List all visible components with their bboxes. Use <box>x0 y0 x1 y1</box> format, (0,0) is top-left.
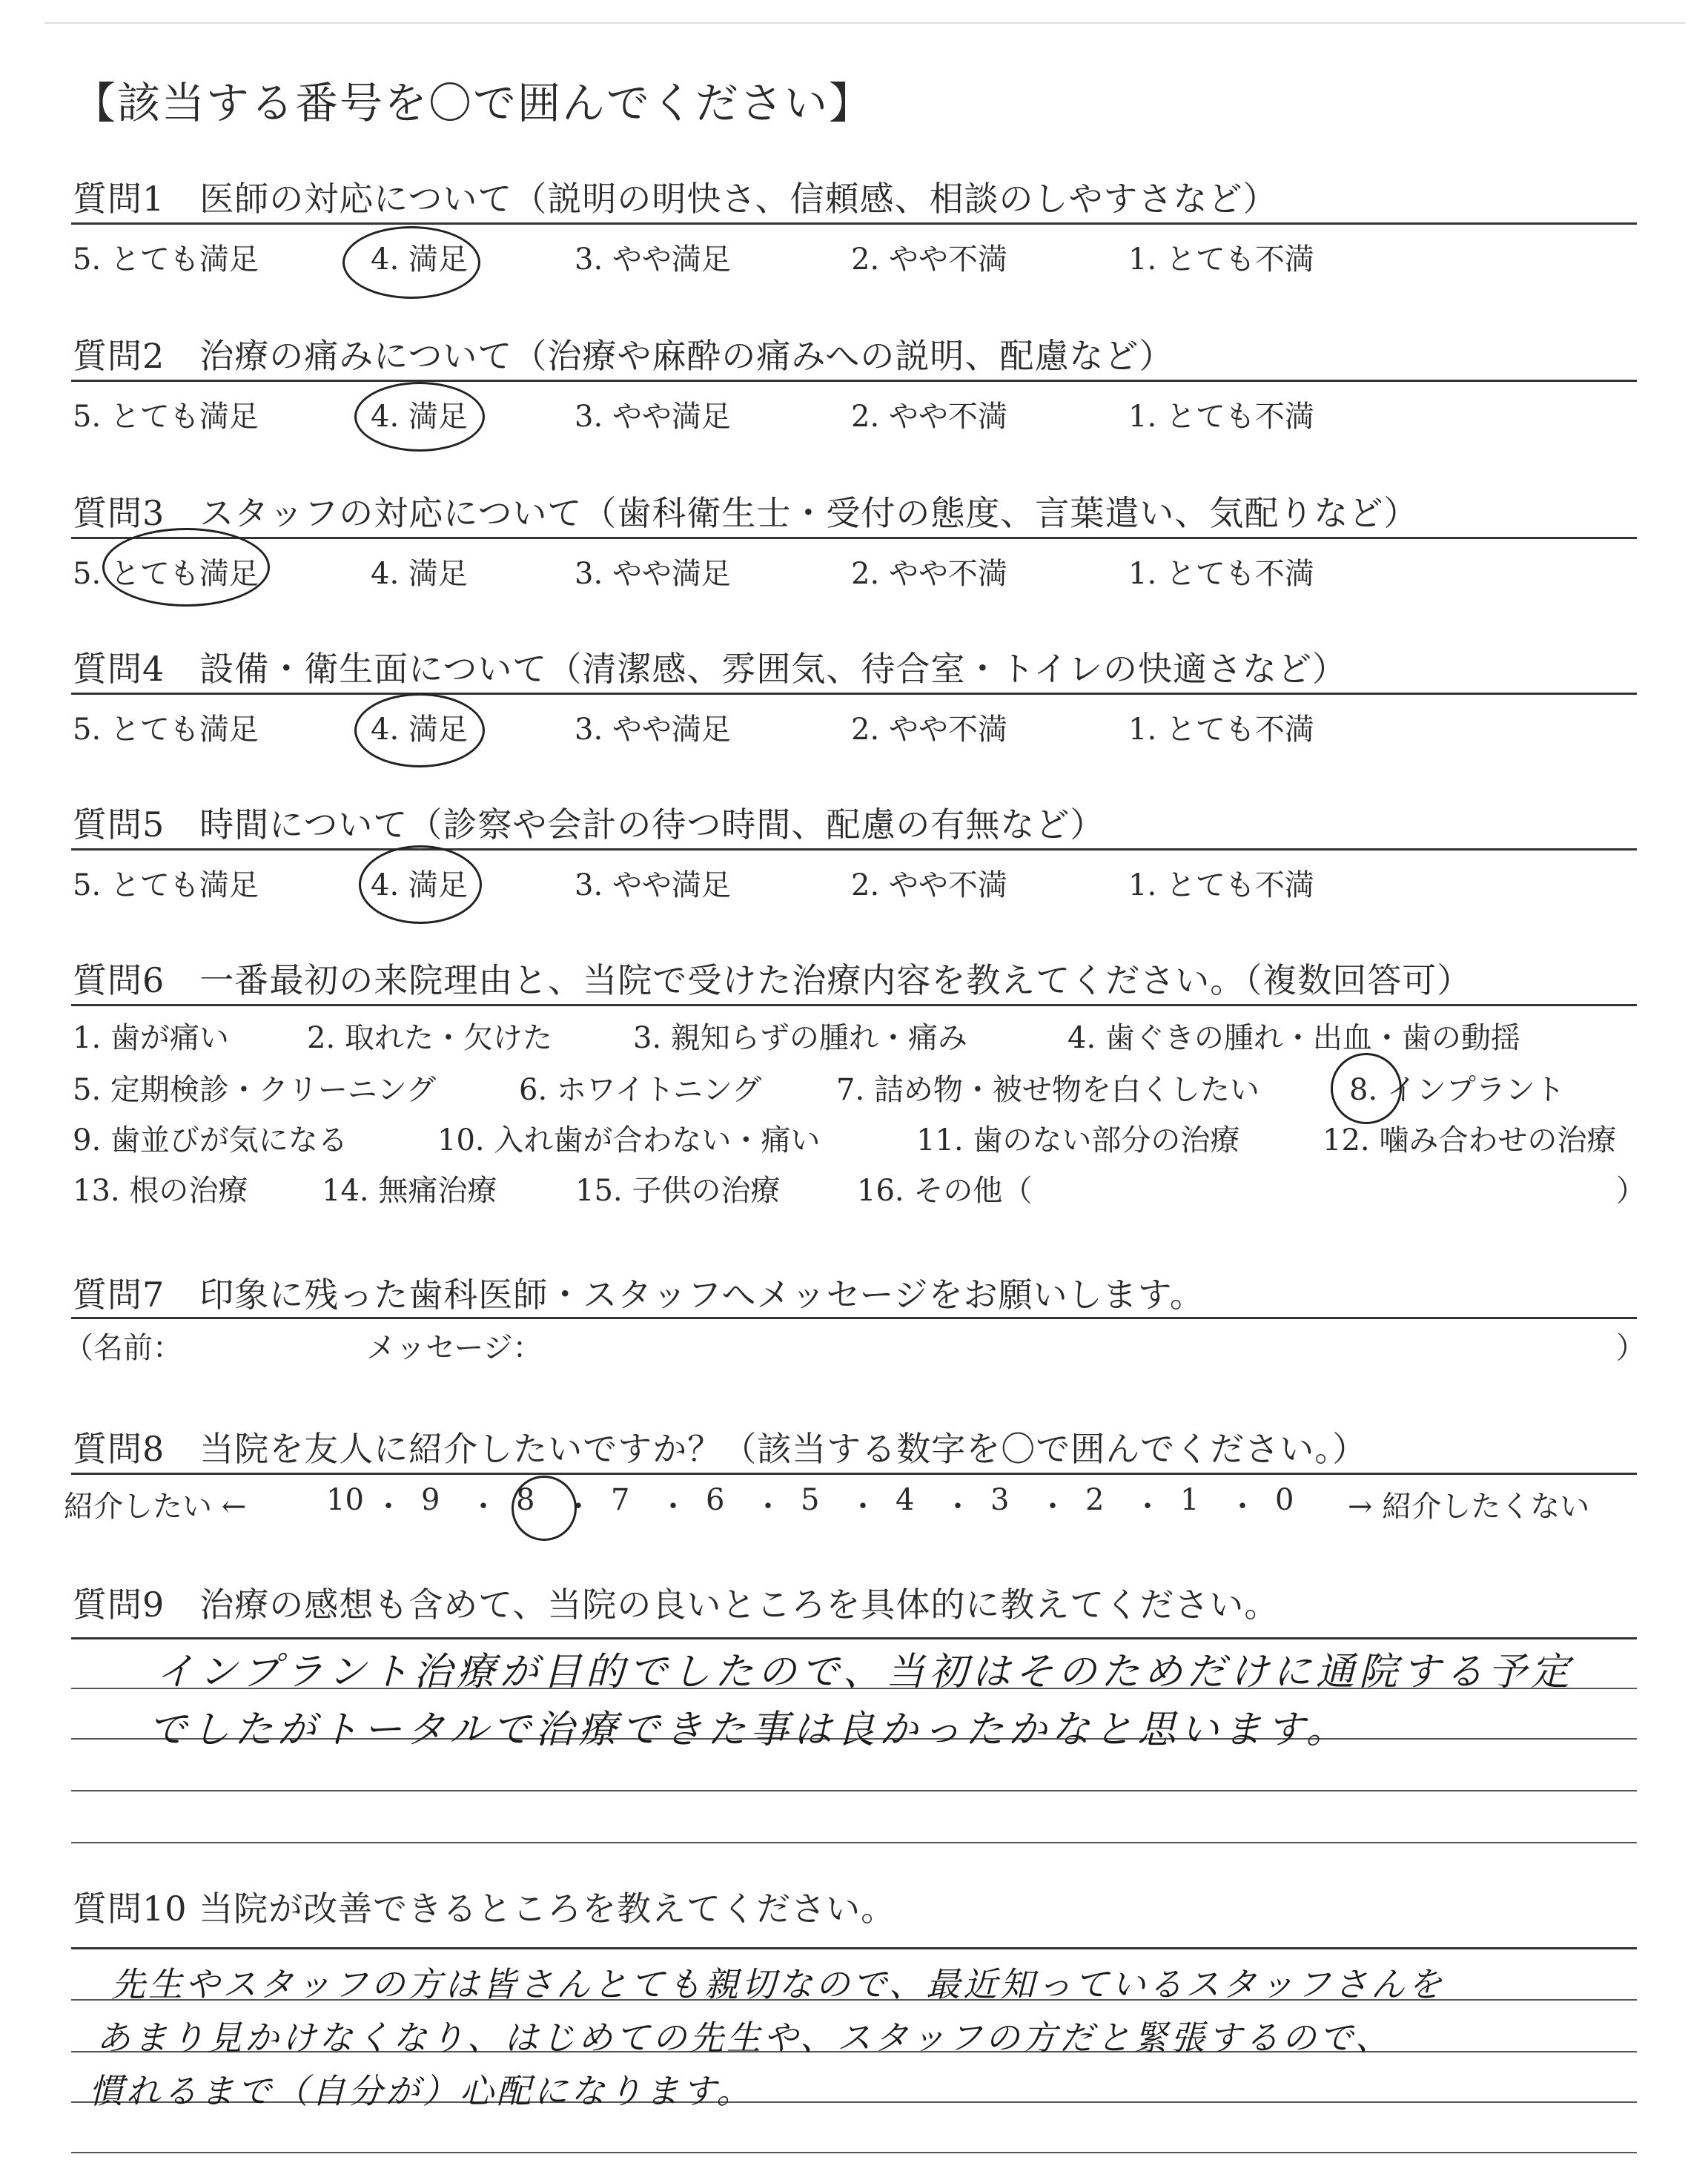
q8-scale-separator: ・ <box>1133 1490 1162 1524</box>
q2-opt3[interactable]: 3. やや満足 <box>575 400 731 434</box>
q9-line-4 <box>71 1790 1637 1791</box>
q8-scale-separator: ・ <box>1228 1490 1257 1524</box>
q1-rule <box>71 222 1637 225</box>
q5-opt5[interactable]: 5. とても満足 <box>73 868 259 902</box>
q3-opt1[interactable]: 1. とても不満 <box>1128 557 1314 591</box>
q5-selection-circle <box>359 845 482 924</box>
q10-line-5 <box>71 2152 1637 2153</box>
q5-opt4[interactable]: 4. 満足 <box>371 868 468 902</box>
q7-message-label: メッセージ： <box>366 1331 543 1365</box>
q6-rule <box>71 1004 1637 1006</box>
form-header: 【該当する番号を〇で囲んでください】 <box>73 78 874 128</box>
q6-other-close: ） <box>1616 1174 1646 1208</box>
q1-opt3[interactable]: 3. やや満足 <box>575 242 731 277</box>
q8-scale-separator: ・ <box>943 1490 973 1524</box>
q2-opt5[interactable]: 5. とても満足 <box>73 400 259 434</box>
q4-opt5[interactable]: 5. とても満足 <box>73 713 259 747</box>
q4-opt1[interactable]: 1. とても不満 <box>1128 713 1314 747</box>
q3-title: 質問3 スタッフの対応について（歯科衛生士・受付の態度、言葉遣い、気配りなど） <box>73 493 1419 533</box>
q8-scale-10[interactable]: 10 <box>326 1483 364 1517</box>
q4-opt4[interactable]: 4. 満足 <box>371 713 468 747</box>
q8-scale-1[interactable]: 1 <box>1180 1483 1199 1517</box>
q8-left-label: 紹介したい ← <box>64 1490 247 1524</box>
q10-answer-line-2: あまり見かけなくなり、はじめての先生や、スタッフの方だと緊張するので、 <box>96 2018 1393 2058</box>
q10-answer-line-1: 先生やスタッフの方は皆さんとても親切なので、最近知っているスタッフさんを <box>111 1964 1446 2004</box>
q8-scale-separator: ・ <box>469 1490 498 1524</box>
q4-title: 質問4 設備・衛生面について（清潔感、雰囲気、待合室・トイレの快適さなど） <box>73 649 1348 689</box>
q6-option-7[interactable]: 7. 詰め物・被せ物を白くしたい <box>836 1073 1260 1107</box>
q9-answer-line-1: インプラント治療が目的でしたので、当初はそのためだけに通院する予定 <box>156 1650 1574 1694</box>
q3-opt5[interactable]: 5. とても満足 <box>73 557 259 591</box>
q8-scale-2[interactable]: 2 <box>1085 1483 1105 1517</box>
q2-opt2[interactable]: 2. やや不満 <box>851 400 1007 434</box>
q4-selection-circle <box>354 693 485 767</box>
q6-option-9[interactable]: 9. 歯並びが気になる <box>73 1123 348 1157</box>
q8-scale-7[interactable]: 7 <box>611 1483 630 1517</box>
q8-scale-4[interactable]: 4 <box>896 1483 915 1517</box>
q10-title: 質問10 当院が改善できるところを教えてください。 <box>73 1889 896 1929</box>
q6-option-1[interactable]: 1. 歯が痛い <box>73 1021 229 1055</box>
q6-option-8[interactable]: 8. インプラント <box>1349 1073 1565 1107</box>
q10-answer-line-3: 慣れるまで（自分が）心配になります。 <box>89 2071 754 2111</box>
q4-opt3[interactable]: 3. やや満足 <box>575 713 731 747</box>
q7-title: 質問7 印象に残った歯科医師・スタッフへメッセージをお願いします。 <box>73 1275 1205 1315</box>
q5-opt3[interactable]: 3. やや満足 <box>575 868 731 902</box>
q7-name-label: （名前： <box>64 1331 182 1365</box>
q6-option-10[interactable]: 10. 入れ歯が合わない・痛い <box>437 1123 821 1157</box>
q8-scale-8[interactable]: 8 <box>516 1483 535 1517</box>
q6-selection-circle <box>1331 1053 1402 1124</box>
q6-option-11[interactable]: 11. 歯のない部分の治療 <box>916 1123 1240 1157</box>
q1-title: 質問1 医師の対応について（説明の明快さ、信頼感、相談のしやすさなど） <box>73 179 1278 219</box>
q6-option-16[interactable]: 16. その他（ <box>857 1174 1033 1208</box>
q4-opt2[interactable]: 2. やや不満 <box>851 713 1007 747</box>
q1-selection-circle <box>342 226 480 299</box>
q9-line-1 <box>71 1637 1637 1639</box>
q9-title: 質問9 治療の感想も含めて、当院の良いところを具体的に教えてください。 <box>73 1585 1280 1625</box>
q3-opt2[interactable]: 2. やや不満 <box>851 557 1007 591</box>
page-top-border <box>44 22 1686 24</box>
q2-opt1[interactable]: 1. とても不満 <box>1128 400 1314 434</box>
q8-scale-separator: ・ <box>848 1490 878 1524</box>
q6-option-14[interactable]: 14. 無痛治療 <box>322 1174 497 1208</box>
q6-title: 質問6 一番最初の来院理由と、当院で受けた治療内容を教えてください。（複数回答可） <box>73 960 1472 1000</box>
q8-scale-0[interactable]: 0 <box>1275 1483 1294 1517</box>
q6-option-5[interactable]: 5. 定期検診・クリーニング <box>73 1073 437 1107</box>
q8-scale-separator: ・ <box>374 1490 403 1524</box>
q3-opt4[interactable]: 4. 満足 <box>371 557 468 591</box>
q8-scale-6[interactable]: 6 <box>706 1483 725 1517</box>
q3-selection-circle <box>102 528 270 607</box>
q9-line-5 <box>71 1842 1637 1843</box>
q8-scale-separator: ・ <box>1038 1490 1068 1524</box>
q1-opt5[interactable]: 5. とても満足 <box>73 242 259 277</box>
q9-answer-line-2: でしたがトータルで治療できた事は良かったかなと思います。 <box>148 1708 1349 1752</box>
q10-line-1 <box>71 1947 1637 1949</box>
q5-opt2[interactable]: 2. やや不満 <box>851 868 1007 902</box>
q6-option-4[interactable]: 4. 歯ぐきの腫れ・出血・歯の動揺 <box>1068 1021 1520 1055</box>
q2-opt4[interactable]: 4. 満足 <box>371 400 468 434</box>
q5-rule <box>71 848 1637 851</box>
q8-scale-separator: ・ <box>658 1490 688 1524</box>
q1-opt2[interactable]: 2. やや不満 <box>851 242 1007 277</box>
q8-scale-9[interactable]: 9 <box>421 1483 440 1517</box>
q6-option-2[interactable]: 2. 取れた・欠けた <box>307 1021 552 1055</box>
q1-opt1[interactable]: 1. とても不満 <box>1128 242 1314 277</box>
q5-opt1[interactable]: 1. とても不満 <box>1128 868 1314 902</box>
q6-option-6[interactable]: 6. ホワイトニング <box>519 1073 762 1107</box>
q4-rule <box>71 693 1637 695</box>
q6-option-3[interactable]: 3. 親知らずの腫れ・痛み <box>633 1021 967 1055</box>
q2-rule <box>71 380 1637 382</box>
q8-scale-3[interactable]: 3 <box>990 1483 1010 1517</box>
q8-scale-separator: ・ <box>753 1490 783 1524</box>
q3-rule <box>71 537 1637 539</box>
q8-scale-5[interactable]: 5 <box>801 1483 820 1517</box>
q7-rule <box>71 1317 1637 1319</box>
q5-title: 質問5 時間について（診察や会計の待つ時間、配慮の有無など） <box>73 805 1105 845</box>
q8-selection-circle <box>512 1476 577 1541</box>
q6-option-12[interactable]: 12. 噛み合わせの治療 <box>1323 1123 1617 1157</box>
q7-close: ） <box>1616 1331 1646 1365</box>
q8-scale-separator: ・ <box>563 1490 593 1524</box>
q8-rule <box>71 1473 1637 1475</box>
q1-opt4[interactable]: 4. 満足 <box>371 242 468 277</box>
q6-option-15[interactable]: 15. 子供の治療 <box>575 1174 781 1208</box>
q2-title: 質問2 治療の痛みについて（治療や麻酔の痛みへの説明、配慮など） <box>73 336 1174 376</box>
q8-title: 質問8 当院を友人に紹介したいですか？（該当する数字を〇で囲んでください。） <box>73 1429 1368 1469</box>
q3-opt3[interactable]: 3. やや満足 <box>575 557 731 591</box>
q6-option-13[interactable]: 13. 根の治療 <box>73 1174 248 1208</box>
q8-right-label: → 紹介したくない <box>1348 1490 1590 1524</box>
q2-selection-circle <box>354 382 485 452</box>
